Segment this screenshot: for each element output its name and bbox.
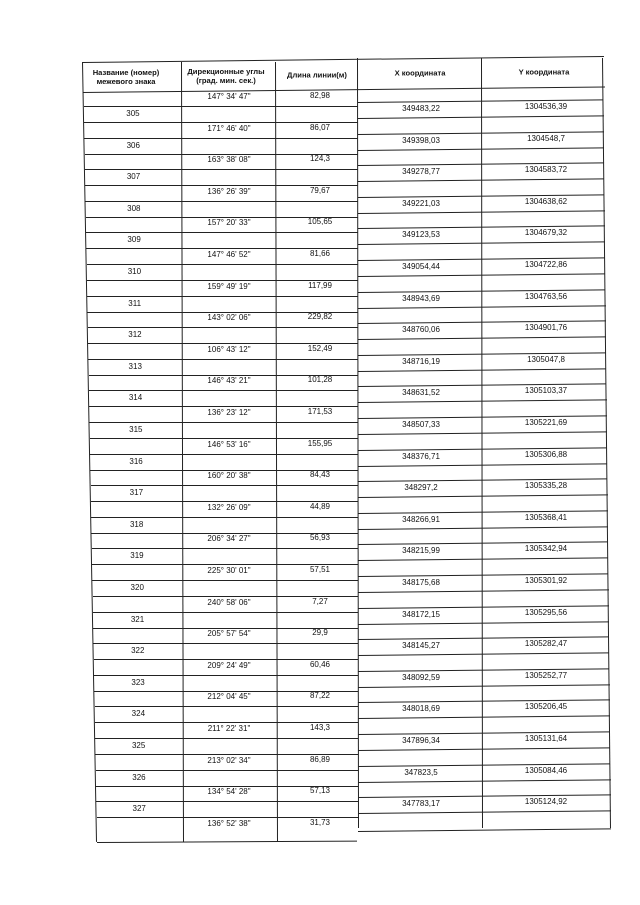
segment-angle: 160° 20' 38" bbox=[207, 471, 251, 481]
point-x: 348018,69 bbox=[402, 704, 440, 714]
point-name: 317 bbox=[129, 488, 144, 498]
point-y: 1304763,56 bbox=[524, 291, 568, 301]
row-line-left bbox=[91, 517, 358, 518]
segment-angle: 212° 04' 45" bbox=[207, 692, 251, 702]
segment-angle: 106° 43' 12" bbox=[207, 344, 251, 354]
row-line-left bbox=[89, 422, 358, 423]
header-x: X координата bbox=[394, 68, 446, 78]
point-name: 323 bbox=[131, 677, 145, 687]
point-y: 1304722,86 bbox=[524, 260, 568, 269]
row-line-left bbox=[93, 612, 358, 613]
table-top-border bbox=[83, 56, 604, 63]
row-line-left bbox=[95, 738, 358, 739]
row-line-right bbox=[358, 589, 609, 593]
segment-angle: 225° 30' 01" bbox=[207, 566, 251, 575]
point-y: 1305282,47 bbox=[524, 639, 568, 649]
point-y: 1304638,62 bbox=[524, 196, 568, 206]
point-name: 314 bbox=[128, 393, 143, 403]
point-y: 1305301,92 bbox=[524, 576, 568, 585]
point-x: 348215,99 bbox=[402, 546, 440, 556]
row-line-right bbox=[358, 747, 610, 751]
point-x: 348145,27 bbox=[402, 641, 440, 651]
table-bottom-border bbox=[358, 828, 611, 832]
row-line-right bbox=[358, 542, 608, 546]
point-x: 348297,2 bbox=[404, 483, 438, 493]
row-line-right bbox=[358, 763, 610, 767]
point-y: 1304901,76 bbox=[524, 323, 568, 333]
point-y: 1305206,45 bbox=[524, 702, 568, 712]
point-x: 349123,53 bbox=[402, 230, 440, 240]
segment-length: 86,07 bbox=[309, 122, 331, 132]
point-y: 1305103,37 bbox=[524, 386, 568, 396]
point-name: 311 bbox=[128, 298, 142, 308]
point-name: 305 bbox=[126, 109, 140, 118]
segment-length: 171,53 bbox=[307, 407, 333, 416]
segment-angle: 147° 46' 52" bbox=[207, 250, 251, 259]
point-y: 1304583,72 bbox=[524, 165, 568, 175]
segment-angle: 209° 24' 49" bbox=[207, 660, 251, 670]
point-x: 347896,34 bbox=[402, 736, 440, 745]
segment-length: 143,3 bbox=[309, 723, 331, 732]
point-name: 321 bbox=[130, 614, 145, 624]
segment-angle: 147° 34' 47" bbox=[207, 92, 251, 101]
row-line-left bbox=[85, 169, 358, 170]
row-line-right bbox=[358, 447, 607, 451]
segment-length: 57,13 bbox=[309, 786, 331, 796]
row-line-right bbox=[358, 526, 608, 530]
point-x: 349278,77 bbox=[402, 167, 440, 177]
point-name: 307 bbox=[126, 172, 141, 182]
point-y: 1305131,64 bbox=[524, 734, 568, 743]
row-line-right bbox=[358, 779, 611, 783]
segment-angle: 205° 57' 54" bbox=[207, 629, 251, 639]
row-line-left bbox=[96, 801, 358, 802]
row-line-right bbox=[358, 510, 608, 514]
row-line-left bbox=[92, 548, 358, 549]
segment-angle: 211° 22' 31" bbox=[207, 724, 251, 733]
segment-angle: 136° 52' 38" bbox=[207, 818, 251, 828]
point-name: 326 bbox=[132, 772, 146, 782]
row-line-right bbox=[358, 653, 609, 657]
point-x: 348716,19 bbox=[402, 356, 440, 366]
row-line-right bbox=[358, 495, 608, 499]
segment-angle: 159° 49' 19" bbox=[207, 281, 251, 291]
point-x: 348376,71 bbox=[402, 451, 440, 461]
point-y: 1304679,32 bbox=[524, 228, 568, 238]
segment-length: 29,9 bbox=[312, 628, 328, 638]
row-line-right bbox=[358, 605, 609, 609]
segment-length: 7,27 bbox=[312, 596, 328, 606]
row-line-right bbox=[358, 731, 610, 735]
segment-length: 56,93 bbox=[309, 533, 331, 543]
row-line-left bbox=[84, 106, 358, 107]
row-line-right bbox=[358, 811, 611, 815]
point-y: 1305342,94 bbox=[524, 544, 568, 554]
segment-length: 155,95 bbox=[307, 438, 333, 448]
segment-angle: 206° 34' 27" bbox=[207, 534, 251, 544]
segment-length: 152,49 bbox=[307, 343, 333, 353]
row-line-left bbox=[89, 390, 358, 391]
segment-length: 87,22 bbox=[309, 691, 331, 701]
row-line-left bbox=[91, 485, 358, 486]
row-line-left bbox=[86, 232, 358, 233]
row-line-left bbox=[90, 454, 358, 455]
row-line-left bbox=[95, 706, 358, 707]
segment-length: 31,73 bbox=[309, 817, 331, 827]
point-x: 347823,5 bbox=[404, 767, 438, 777]
point-y: 1305124,92 bbox=[524, 797, 568, 807]
row-line-left bbox=[96, 770, 358, 771]
point-x: 348175,68 bbox=[402, 578, 440, 587]
point-x: 349221,03 bbox=[402, 198, 440, 208]
point-x: 348266,91 bbox=[402, 514, 440, 524]
segment-length: 81,66 bbox=[309, 249, 331, 258]
point-x: 349483,22 bbox=[402, 104, 440, 113]
point-y: 1305295,56 bbox=[524, 607, 568, 617]
column-border-4 bbox=[481, 58, 483, 828]
point-y: 1305047,8 bbox=[527, 354, 565, 364]
segment-angle: 132° 26' 09" bbox=[207, 502, 251, 512]
point-name: 310 bbox=[127, 267, 142, 276]
row-line-right bbox=[358, 558, 608, 562]
row-line-left bbox=[93, 643, 358, 644]
segment-length: 101,28 bbox=[307, 375, 333, 385]
point-y: 1305252,77 bbox=[524, 670, 568, 680]
segment-angle: 134° 54' 28" bbox=[207, 787, 251, 797]
segment-angle: 146° 43' 21" bbox=[207, 376, 251, 386]
row-line-left bbox=[85, 201, 358, 202]
header-bottom-border bbox=[83, 87, 605, 93]
column-border-2 bbox=[275, 62, 278, 842]
segment-angle: 143° 02' 06" bbox=[207, 313, 251, 323]
point-name: 318 bbox=[129, 519, 144, 529]
segment-length: 117,99 bbox=[308, 280, 332, 290]
segment-angle: 157° 20' 33" bbox=[207, 218, 251, 228]
segment-length: 82,98 bbox=[309, 91, 331, 100]
point-y: 1305084,46 bbox=[524, 765, 568, 775]
point-y: 1305335,28 bbox=[524, 481, 568, 491]
segment-length: 105,65 bbox=[307, 217, 333, 227]
point-name: 308 bbox=[127, 203, 141, 213]
row-line-left bbox=[84, 138, 358, 139]
segment-length: 229,82 bbox=[307, 312, 333, 322]
point-x: 349054,44 bbox=[402, 262, 440, 271]
row-line-right bbox=[358, 479, 607, 483]
column-border-5 bbox=[602, 58, 611, 828]
row-line-right bbox=[358, 700, 610, 704]
segment-angle: 240° 58' 06" bbox=[207, 597, 251, 607]
row-line-right bbox=[358, 621, 609, 625]
segment-length: 124,3 bbox=[309, 154, 331, 164]
row-line-left bbox=[92, 580, 358, 581]
point-x: 347783,17 bbox=[402, 799, 440, 809]
point-x: 348172,15 bbox=[402, 609, 440, 619]
table-bottom-border bbox=[97, 841, 357, 843]
point-name: 315 bbox=[129, 425, 143, 434]
segment-length: 60,46 bbox=[309, 659, 331, 669]
point-x: 348507,33 bbox=[402, 420, 440, 429]
segment-length: 44,89 bbox=[309, 501, 331, 511]
point-name: 320 bbox=[130, 583, 144, 592]
row-line-right bbox=[358, 684, 610, 688]
row-line-right bbox=[358, 716, 610, 720]
point-name: 312 bbox=[128, 330, 142, 340]
point-x: 349398,03 bbox=[402, 135, 440, 145]
row-line-left bbox=[88, 327, 358, 328]
point-name: 325 bbox=[131, 741, 146, 750]
point-x: 348631,52 bbox=[402, 388, 440, 398]
segment-angle: 213° 02' 34" bbox=[207, 755, 251, 765]
row-line-left bbox=[94, 675, 358, 676]
row-line-right bbox=[358, 668, 609, 672]
row-line-right bbox=[358, 637, 609, 641]
point-name: 313 bbox=[128, 361, 142, 371]
header-y: Y координата bbox=[518, 67, 570, 77]
column-border-1 bbox=[181, 62, 184, 842]
point-x: 348760,06 bbox=[402, 325, 440, 335]
segment-length: 86,89 bbox=[309, 754, 331, 764]
point-y: 1305221,69 bbox=[524, 418, 568, 427]
row-line-right bbox=[358, 795, 611, 799]
segment-angle: 136° 23' 12" bbox=[207, 408, 251, 417]
segment-length: 79,67 bbox=[309, 185, 331, 195]
segment-angle: 136° 26' 39" bbox=[207, 186, 251, 196]
point-x: 348943,69 bbox=[402, 293, 440, 303]
segment-angle: 171° 46' 40" bbox=[207, 123, 251, 133]
point-y: 1304536,39 bbox=[524, 102, 568, 111]
header-angle: Дирекционные углы (град. мин. сек.) bbox=[187, 67, 265, 85]
point-name: 309 bbox=[127, 235, 141, 245]
point-name: 324 bbox=[131, 709, 146, 719]
segment-length: 57,51 bbox=[309, 565, 331, 574]
point-name: 327 bbox=[132, 804, 146, 814]
point-name: 322 bbox=[131, 646, 145, 656]
segment-angle: 163° 38' 08" bbox=[207, 155, 251, 165]
point-y: 1305306,88 bbox=[524, 449, 568, 459]
row-line-left bbox=[88, 359, 358, 360]
segment-length: 84,43 bbox=[309, 470, 331, 480]
row-line-left bbox=[87, 264, 358, 265]
point-name: 319 bbox=[130, 551, 144, 561]
point-name: 306 bbox=[126, 140, 140, 150]
point-name: 316 bbox=[129, 456, 143, 466]
point-y: 1305368,41 bbox=[524, 512, 568, 522]
column-border-0 bbox=[82, 62, 97, 842]
point-y: 1304548,7 bbox=[527, 133, 565, 143]
row-line-right bbox=[358, 573, 608, 577]
column-border-3 bbox=[357, 58, 359, 828]
segment-angle: 146° 53' 16" bbox=[207, 439, 251, 449]
row-line-left bbox=[87, 296, 358, 297]
row-line-right bbox=[358, 463, 607, 467]
header-length: Длина линии(м) bbox=[287, 70, 347, 80]
header-name: Название (номер) межевого знака bbox=[92, 68, 160, 86]
point-x: 348092,59 bbox=[402, 672, 440, 682]
